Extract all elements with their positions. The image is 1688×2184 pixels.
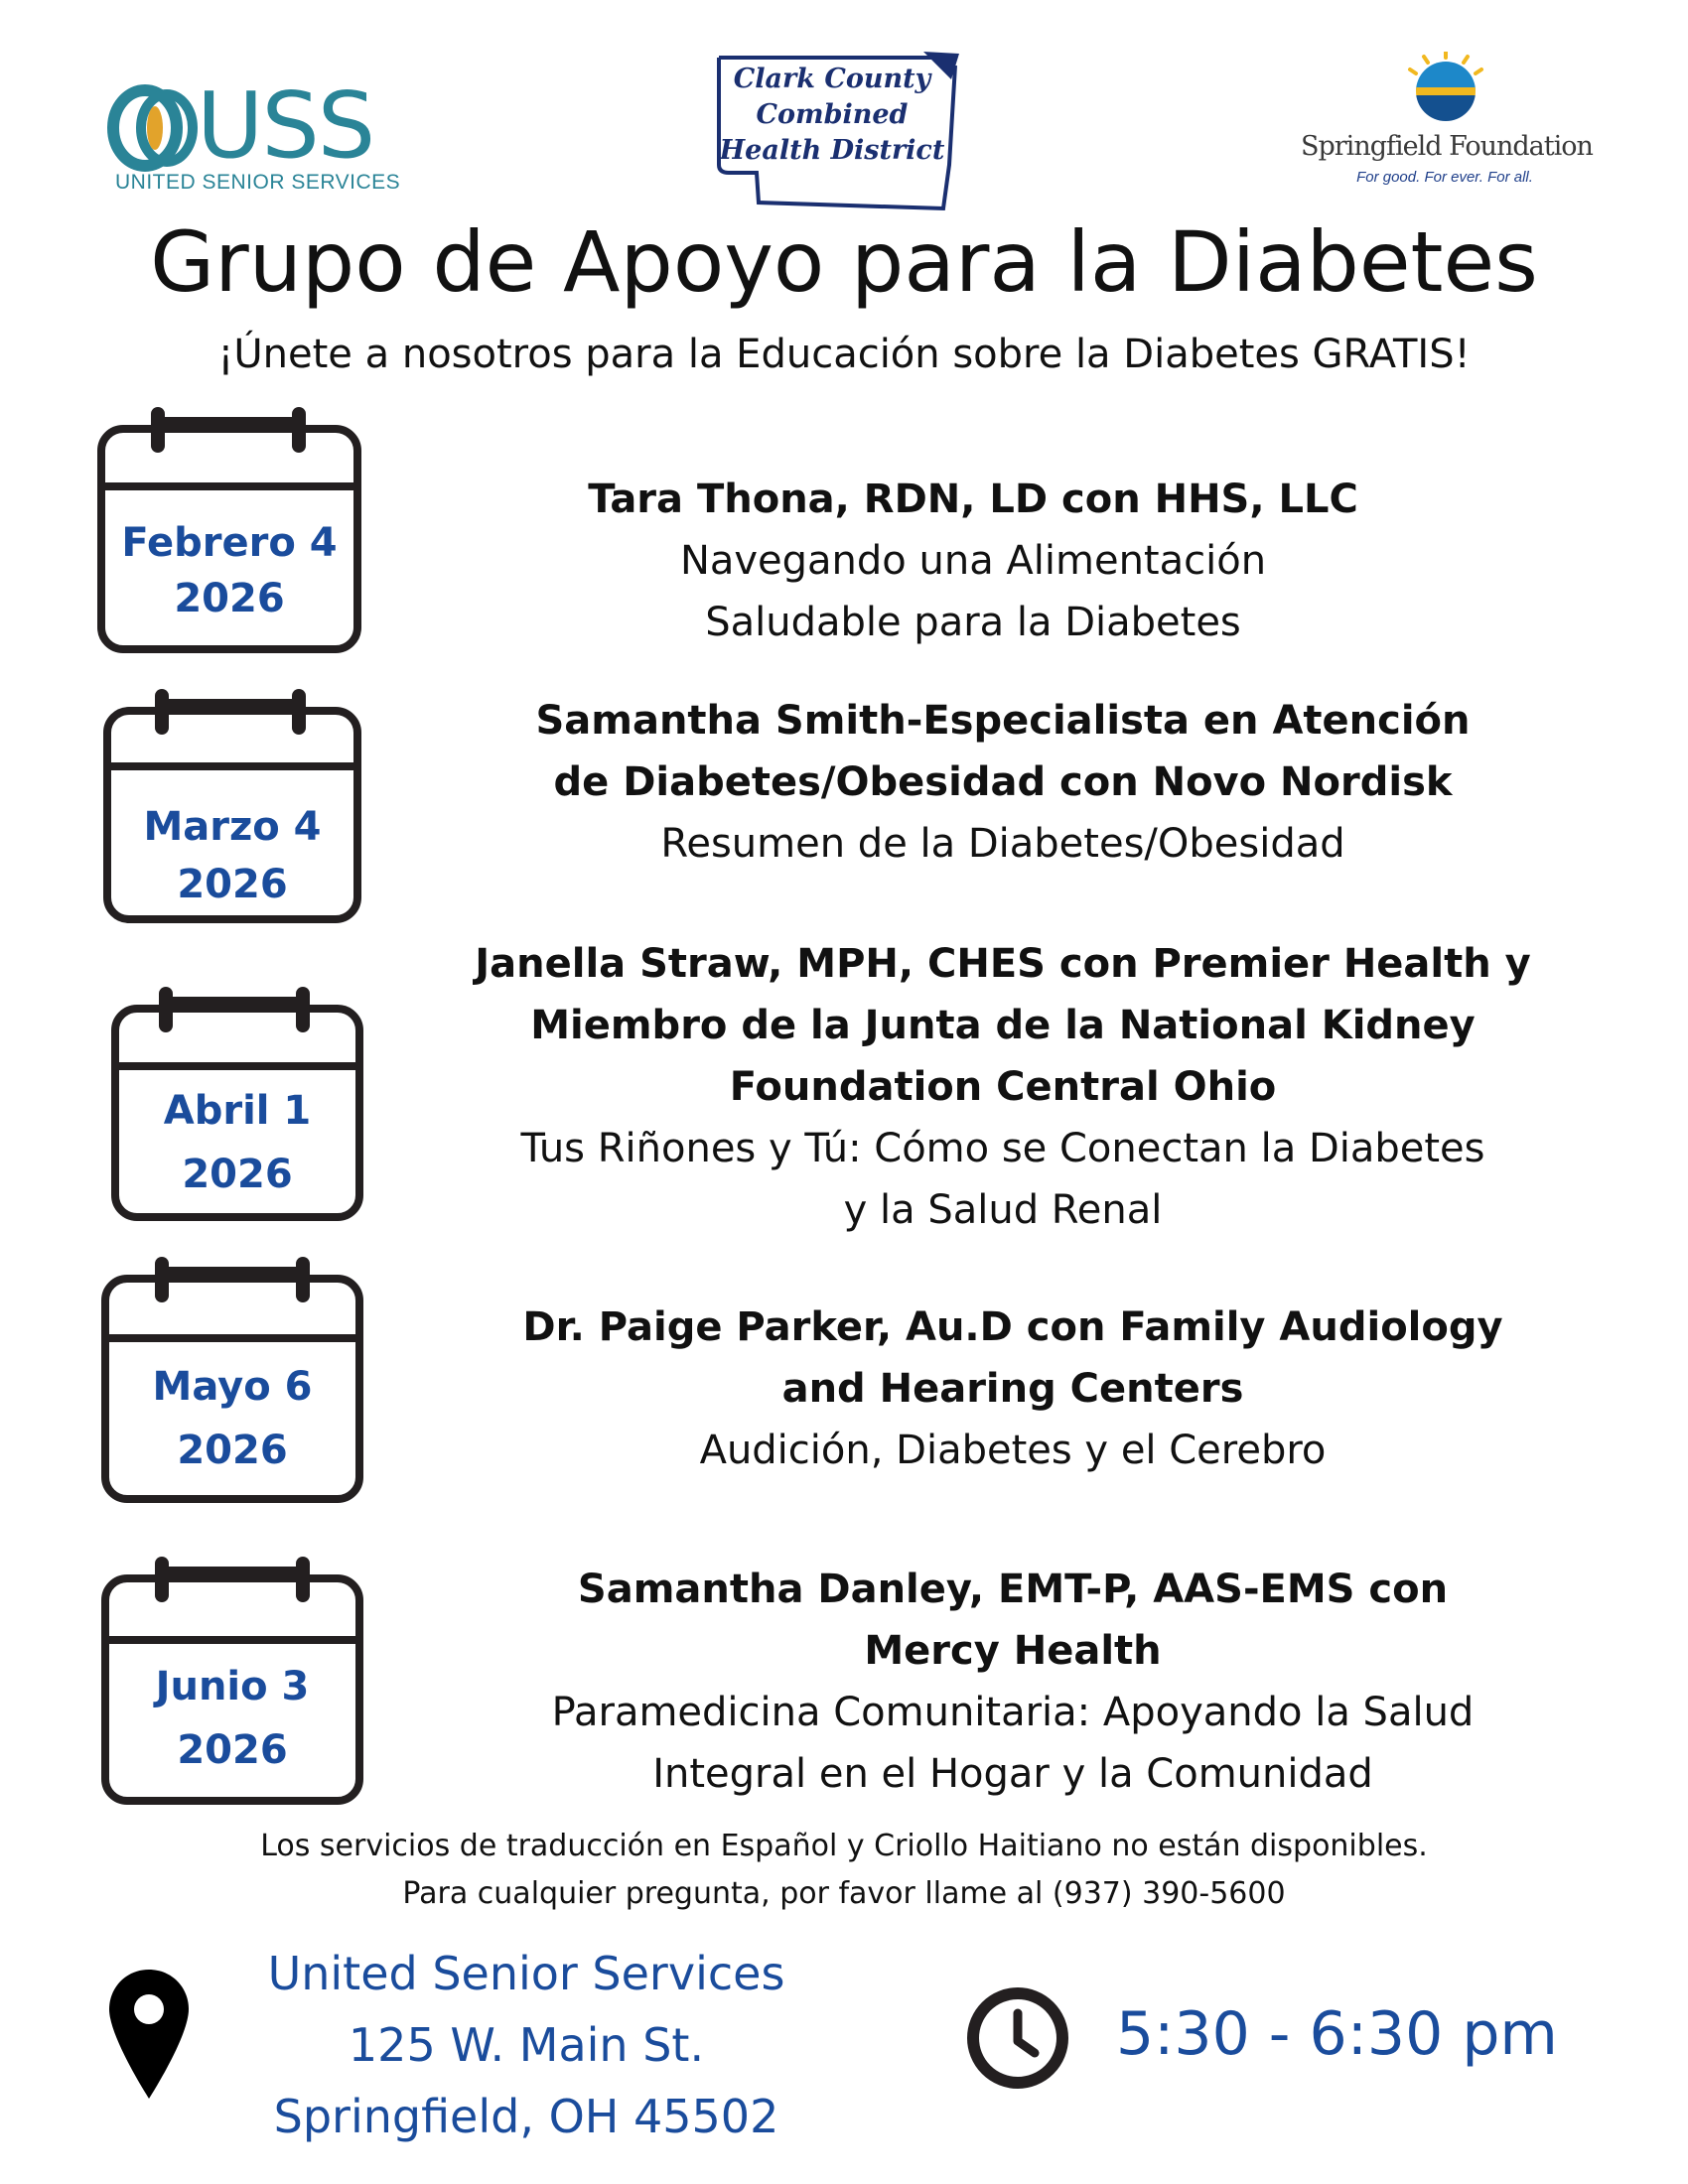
event-date-month: Abril 1	[163, 1088, 312, 1134]
calendar-icon	[111, 987, 363, 1221]
clark-county-line1: Clark County	[733, 64, 931, 94]
springfield-foundation-logo	[1301, 52, 1593, 196]
event-topic: Resumen de la Diabetes/Obesidad	[660, 821, 1345, 867]
event-speaker: Miembro de la Junta de la National Kidney	[530, 1003, 1476, 1048]
springfield-foundation-name: Springfield Foundation	[1301, 131, 1593, 162]
event-speaker: Foundation Central Ohio	[729, 1064, 1277, 1110]
event-date-month: Mayo 6	[152, 1364, 313, 1410]
location-pin-icon	[107, 1968, 191, 2101]
page-title: Grupo de Apoyo para la Diabetes	[150, 213, 1538, 311]
event-date-month: Marzo 4	[143, 804, 322, 850]
event-date-year: 2026	[177, 1428, 288, 1473]
translation-notes	[0, 1823, 1688, 1918]
event-speaker: de Diabetes/Obesidad con Novo Nordisk	[553, 759, 1453, 805]
event-topic: Integral en el Hogar y la Comunidad	[652, 1751, 1373, 1797]
springfield-foundation-tagline: For good. For ever. For all.	[1356, 169, 1533, 186]
clark-county-line2: Combined	[756, 99, 909, 130]
event-topic: y la Salud Renal	[843, 1187, 1163, 1233]
uss-logo	[107, 71, 401, 201]
event-date-month: Febrero 4	[121, 520, 338, 566]
clark-county-logo	[707, 48, 973, 216]
event-topic: Tus Riñones y Tú: Cómo se Conectan la Diabetes	[520, 1126, 1485, 1171]
event-date-month: Junio 3	[155, 1664, 310, 1709]
translation-note: Los servicios de traducción en Español y Criollo Haitiano no están disponibles.	[260, 1829, 1428, 1863]
location-city: Springfield, OH 45502	[273, 2090, 779, 2143]
page-subtitle: ¡Únete a nosotros para la Educación sobre la Diabetes GRATIS!	[217, 332, 1471, 377]
event-location	[238, 1938, 814, 2152]
uss-logo-name: USS	[197, 72, 374, 179]
event-speaker: Samantha Danley, EMT-P, AAS-EMS con	[577, 1567, 1449, 1612]
calendar-icon	[103, 689, 361, 923]
event-time: 5:30 - 6:30 pm	[1116, 1999, 1558, 2069]
event-speaker: and Hearing Centers	[781, 1366, 1244, 1412]
event-speaker: Tara Thona, RDN, LD con HHS, LLC	[588, 477, 1358, 522]
event-speaker: Janella Straw, MPH, CHES con Premier Health y	[475, 941, 1531, 987]
uss-logo-mark-icon	[107, 83, 203, 173]
event-topic: Audición, Diabetes y el Cerebro	[699, 1428, 1327, 1473]
event-topic: Navegando una Alimentación	[679, 538, 1267, 584]
event-details	[516, 469, 1430, 653]
event-date-year: 2026	[174, 576, 285, 621]
uss-logo-subtitle: UNITED SENIOR SERVICES	[115, 171, 401, 194]
event-speaker: Mercy Health	[864, 1628, 1162, 1674]
event-date-year: 2026	[177, 1727, 288, 1773]
calendar-icon	[97, 407, 361, 653]
event-topic: Saludable para la Diabetes	[705, 600, 1241, 645]
event-speaker: Dr. Paige Parker, Au.D con Family Audiology	[522, 1304, 1503, 1350]
event-topic: Paramedicina Comunitaria: Apoyando la Salud	[551, 1690, 1475, 1735]
phone-note: Para cualquier pregunta, por favor llame al (937) 390-5600	[402, 1876, 1286, 1911]
event-details	[427, 933, 1579, 1241]
event-speaker: Samantha Smith-Especialista en Atención	[535, 698, 1471, 744]
event-details	[477, 1297, 1549, 1481]
clock-icon	[965, 1985, 1070, 2091]
location-name: United Senior Services	[267, 1947, 785, 2000]
clark-county-line3: Health District	[719, 135, 945, 166]
event-date-year: 2026	[182, 1152, 293, 1197]
event-details	[496, 690, 1509, 875]
event-details	[477, 1559, 1549, 1805]
location-street: 125 W. Main St.	[348, 2018, 705, 2072]
calendar-icon	[101, 1257, 363, 1503]
event-date-year: 2026	[177, 862, 288, 907]
sun-icon	[1406, 52, 1485, 123]
calendar-icon	[101, 1557, 363, 1805]
